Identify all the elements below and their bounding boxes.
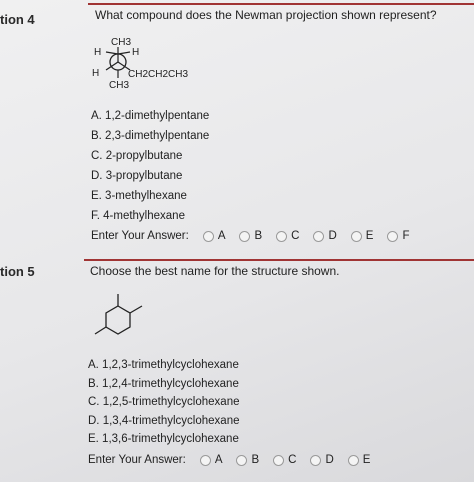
question-4-answer-row bbox=[91, 230, 423, 242]
radio-icon[interactable] bbox=[313, 231, 324, 242]
choice-item: B. 2,3-dimethylpentane bbox=[91, 130, 210, 142]
choice-item: D. 1,3,4-trimethylcyclohexane bbox=[88, 414, 240, 427]
radio-icon[interactable] bbox=[310, 455, 321, 466]
newman-right-group: CH2CH2CH3 bbox=[128, 69, 189, 80]
choice-item: A. 1,2,3-trimethylcyclohexane bbox=[88, 359, 239, 371]
choice-item: E. 3-methylhexane bbox=[91, 190, 187, 202]
choice-item: D. 3-propylbutane bbox=[91, 170, 183, 182]
question-5-divider bbox=[84, 259, 474, 261]
question-5-answer-row bbox=[88, 454, 384, 466]
radio-icon[interactable] bbox=[239, 231, 250, 242]
radio-icon[interactable] bbox=[203, 231, 214, 242]
radio-icon[interactable] bbox=[351, 231, 362, 242]
newman-projection bbox=[84, 34, 214, 96]
radio-icon[interactable] bbox=[276, 231, 287, 242]
question-4-divider bbox=[88, 3, 474, 5]
newman-front-left: H bbox=[92, 68, 100, 79]
answer-option-e[interactable]: E bbox=[351, 230, 374, 242]
answer-label: Enter Your Answer: bbox=[91, 230, 189, 242]
choice-item: E. 1,3,6-trimethylcyclohexane bbox=[88, 433, 239, 445]
answer-option-d[interactable]: D bbox=[310, 454, 333, 466]
question-4-prompt: What compound does the Newman projection shown represent? bbox=[95, 8, 437, 22]
choice-item: C. 2-propylbutane bbox=[91, 150, 183, 162]
radio-icon[interactable] bbox=[387, 231, 398, 242]
answer-option-d[interactable]: D bbox=[313, 230, 336, 242]
answer-option-f[interactable]: F bbox=[387, 230, 409, 242]
choice-item: F. 4-methylhexane bbox=[91, 210, 185, 222]
cyclohexane-structure bbox=[88, 288, 158, 348]
question-5-choices bbox=[88, 356, 239, 449]
question-5-label: tion 5 bbox=[0, 264, 35, 279]
question-5-prompt: Choose the best name for the structure shown. bbox=[90, 264, 340, 278]
radio-icon[interactable] bbox=[273, 455, 284, 466]
answer-option-c[interactable]: C bbox=[273, 454, 296, 466]
choice-item: A. 1,2-dimethylpentane bbox=[91, 110, 210, 122]
newman-back-left: H bbox=[94, 47, 102, 58]
question-4-choices bbox=[91, 106, 209, 226]
radio-icon[interactable] bbox=[200, 455, 211, 466]
answer-option-c[interactable]: C bbox=[276, 230, 299, 242]
answer-option-a[interactable]: A bbox=[203, 230, 226, 242]
answer-label: Enter Your Answer: bbox=[88, 454, 186, 466]
question-4-label: tion 4 bbox=[0, 12, 35, 27]
answer-option-b[interactable]: B bbox=[239, 230, 262, 242]
choice-item: C. 1,2,5-trimethylcyclohexane bbox=[88, 396, 240, 408]
choice-item: B. 1,2,4-trimethylcyclohexane bbox=[88, 377, 239, 390]
radio-icon[interactable] bbox=[348, 455, 359, 466]
answer-option-b[interactable]: B bbox=[236, 454, 259, 466]
answer-option-e[interactable]: E bbox=[348, 454, 371, 466]
answer-option-a[interactable]: A bbox=[200, 454, 223, 466]
newman-back-right: H bbox=[132, 47, 140, 58]
newman-top-group: CH3 bbox=[111, 37, 132, 48]
radio-icon[interactable] bbox=[236, 455, 247, 466]
newman-bottom-group: CH3 bbox=[109, 80, 130, 91]
